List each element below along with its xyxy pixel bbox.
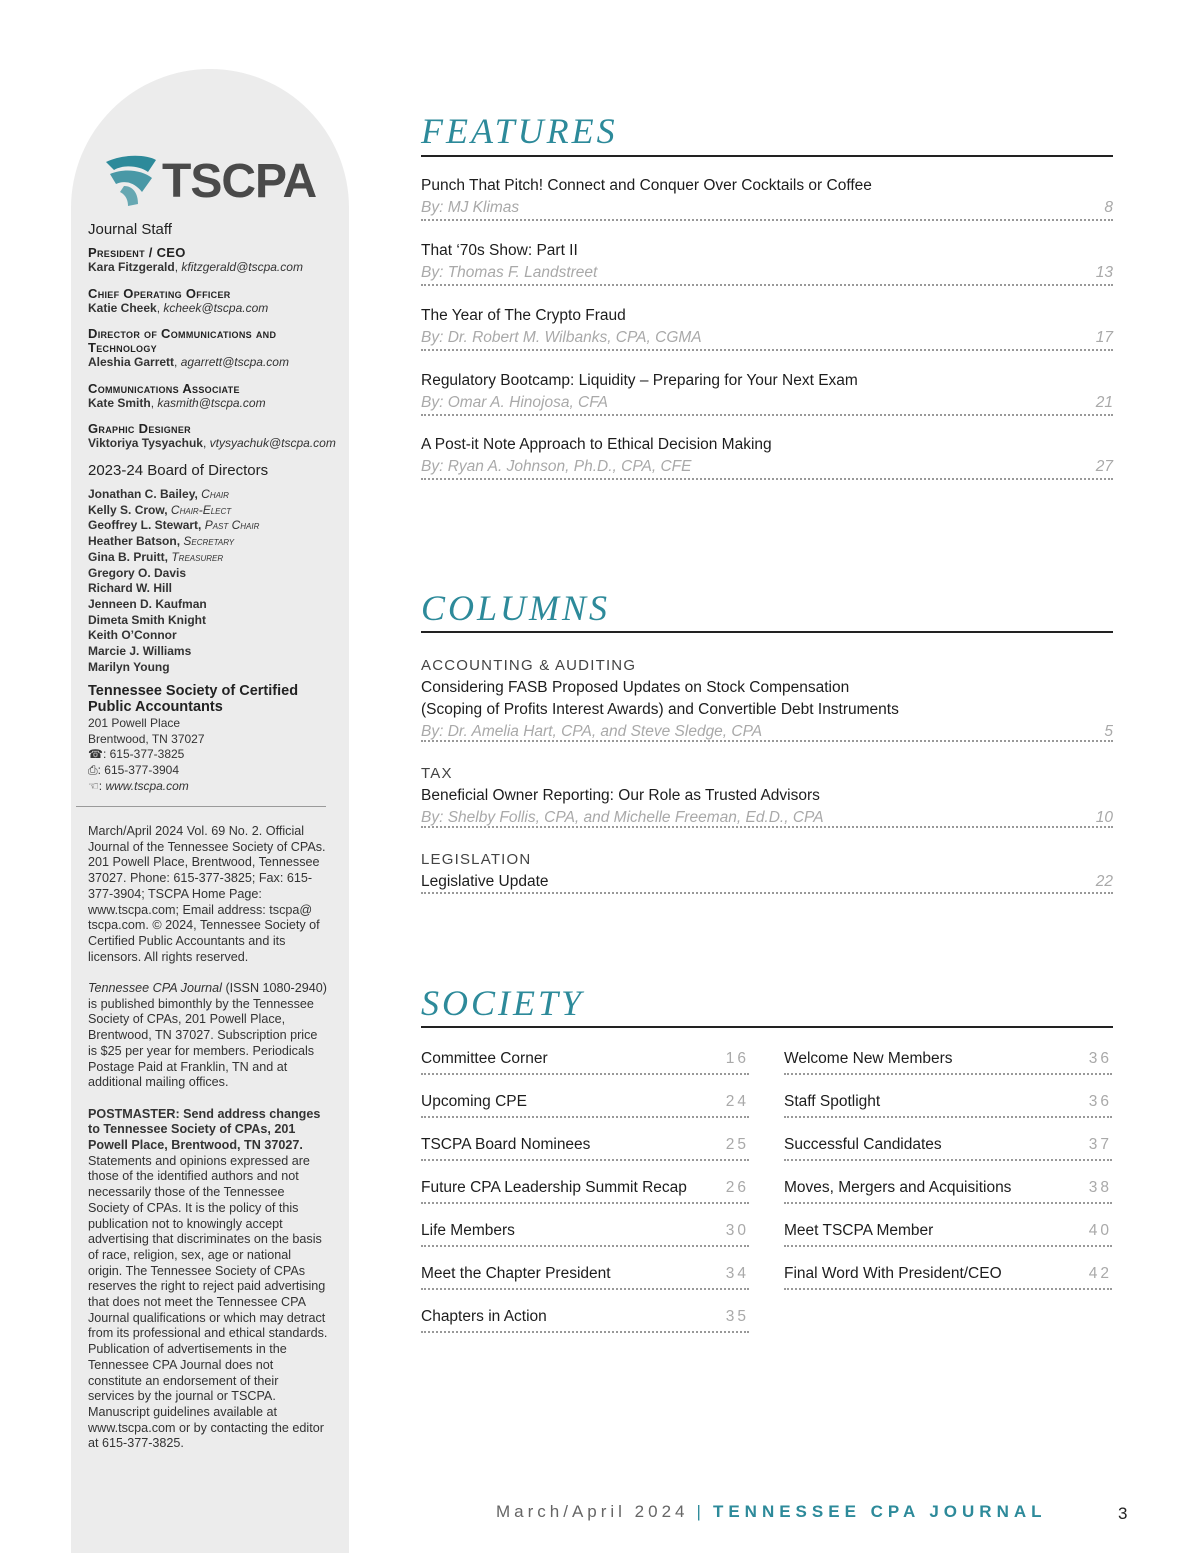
staff-entry: Chief Operating Officer Katie Cheek, kcheek@tscpa.com bbox=[88, 287, 338, 317]
feature-author: By: Dr. Robert M. Wilbanks, CPA, CGMA bbox=[421, 329, 702, 346]
feature-item[interactable] bbox=[421, 175, 1113, 221]
board-member: Richard W. Hill bbox=[88, 581, 173, 596]
feature-item[interactable] bbox=[421, 434, 1113, 480]
fax-number: 615-377-3904 bbox=[104, 763, 180, 778]
board-member: Kelly S. Crow, Chair-Elect bbox=[88, 502, 232, 517]
feature-title: A Post-it Note Approach to Ethical Decision Making bbox=[421, 436, 772, 453]
board-member-role: Past Chair bbox=[204, 518, 260, 533]
society-address bbox=[88, 716, 338, 795]
board-member: Keith O’Connor bbox=[88, 628, 177, 643]
logo-swirl-icon bbox=[102, 152, 160, 208]
column-category: LEGISLATION bbox=[421, 851, 532, 868]
feature-item[interactable] bbox=[421, 240, 1113, 286]
journal-staff-heading: Journal Staff bbox=[88, 221, 172, 238]
society-item-title: Future CPA Leadership Summit Recap bbox=[421, 1179, 687, 1196]
staff-entry: Communications Associate Kate Smith, kasmith@tscpa.com bbox=[88, 382, 338, 412]
board-member-name: Kelly S. Crow bbox=[88, 502, 165, 517]
society-item-title: Successful Candidates bbox=[784, 1136, 942, 1153]
subscription-info bbox=[88, 981, 328, 1091]
staff-entry: President / CEO Kara Fitzgerald, kfitzgerald@tscpa.com bbox=[88, 246, 338, 276]
society-item-page: 40 bbox=[1088, 1222, 1112, 1239]
logo-wordmark: TSCPA bbox=[162, 155, 317, 208]
feature-author: By: MJ Klimas bbox=[421, 199, 520, 216]
footer-journal-name: TENNESSEE CPA JOURNAL bbox=[712, 1502, 1047, 1521]
postmaster-info bbox=[88, 1107, 328, 1452]
feature-item[interactable] bbox=[421, 370, 1113, 416]
board-list bbox=[88, 487, 338, 675]
staff-role: President / CEO bbox=[88, 245, 186, 260]
society-item-title: Committee Corner bbox=[421, 1050, 548, 1067]
footer-issue: March/April 2024 bbox=[496, 1502, 689, 1521]
column-category: ACCOUNTING & AUDITING bbox=[421, 657, 637, 674]
society-item-page: 36 bbox=[1088, 1093, 1112, 1110]
society-item[interactable] bbox=[784, 1178, 1112, 1204]
society-item[interactable] bbox=[421, 1135, 749, 1161]
sidebar-divider bbox=[76, 806, 326, 807]
feature-page: 21 bbox=[1095, 394, 1113, 411]
society-rule bbox=[421, 1026, 1113, 1028]
feature-author: By: Omar A. Hinojosa, CFA bbox=[421, 394, 608, 411]
staff-email[interactable]: kcheek@tscpa.com bbox=[163, 300, 269, 315]
address-line: 201 Powell Place bbox=[88, 716, 181, 730]
society-name: Tennessee Society of Certified Public Accountants bbox=[88, 683, 299, 715]
board-member-name: Gina B. Pruitt bbox=[88, 549, 165, 564]
legal-notice bbox=[88, 824, 328, 1468]
board-member: Geoffrey L. Stewart, Past Chair bbox=[88, 518, 260, 533]
feature-author: By: Ryan A. Johnson, Ph.D., CPA, CFE bbox=[421, 458, 692, 475]
phone-line: ☎: 615-377-3825 bbox=[88, 747, 185, 762]
society-item-page: 16 bbox=[725, 1050, 749, 1067]
society-item-page: 30 bbox=[725, 1222, 749, 1239]
column-page: 5 bbox=[1104, 723, 1113, 740]
society-item[interactable] bbox=[421, 1307, 749, 1333]
society-item-title: Life Members bbox=[421, 1222, 515, 1239]
society-item[interactable] bbox=[784, 1135, 1112, 1161]
column-title-cont: (Scoping of Profits Interest Awards) and Convertible Debt Instruments bbox=[421, 701, 899, 718]
society-item-page: 26 bbox=[725, 1179, 749, 1196]
society-item-page: 42 bbox=[1088, 1265, 1112, 1282]
feature-title: The Year of The Crypto Fraud bbox=[421, 307, 626, 324]
staff-entry: Director of Communications and Technology Aleshia Garrett, agarrett@tscpa.com bbox=[88, 326, 289, 369]
staff-role: Communications Associate bbox=[88, 380, 240, 396]
phone-icon: ☎ bbox=[88, 747, 103, 762]
board-member-name: Heather Batson bbox=[88, 534, 177, 549]
features-rule bbox=[421, 155, 1113, 157]
staff-email[interactable]: kfitzgerald@tscpa.com bbox=[181, 260, 303, 274]
society-item[interactable] bbox=[421, 1264, 749, 1290]
board-member: Marilyn Young bbox=[88, 659, 170, 674]
society-item[interactable] bbox=[421, 1092, 749, 1118]
board-member: Gregory O. Davis bbox=[88, 565, 187, 580]
staff-role: Graphic Designer bbox=[88, 421, 191, 436]
staff-list bbox=[88, 246, 338, 463]
board-member-role: Chair-Elect bbox=[170, 502, 232, 517]
staff-entry: Graphic Designer Viktoriya Tysyachuk, vtysyachuk@tscpa.com bbox=[88, 422, 338, 452]
staff-name: Aleshia Garrett bbox=[88, 355, 175, 369]
board-member: Jonathan C. Bailey, Chair bbox=[88, 487, 229, 501]
feature-page: 8 bbox=[1104, 199, 1113, 216]
staff-email[interactable]: agarrett@tscpa.com bbox=[180, 355, 289, 369]
address-line: Brentwood, TN 37027 bbox=[88, 731, 205, 746]
column-author: By: Dr. Amelia Hart, CPA, and Steve Sledge, CPA bbox=[421, 723, 763, 740]
column-item[interactable] bbox=[421, 763, 1113, 828]
society-item[interactable] bbox=[784, 1221, 1112, 1247]
society-item[interactable] bbox=[784, 1264, 1112, 1290]
postmaster-notice: POSTMASTER: Send address changes to Tennessee Society of CPAs, 201 Powell Place, Brentwood, TN 37027. bbox=[88, 1106, 321, 1153]
web-line: ☜: www.tscpa.com bbox=[88, 778, 189, 793]
feature-item[interactable] bbox=[421, 305, 1113, 351]
phone-number: 615-377-3825 bbox=[109, 747, 185, 762]
columns-rule bbox=[421, 631, 1113, 633]
society-item-page: 35 bbox=[725, 1308, 749, 1325]
column-title: Beneficial Owner Reporting: Our Role as Trusted Advisors bbox=[421, 787, 820, 804]
staff-email[interactable]: vtysyachuk@tscpa.com bbox=[209, 436, 336, 450]
society-item[interactable] bbox=[421, 1221, 749, 1247]
staff-name: Viktoriya Tysyachuk bbox=[88, 436, 203, 450]
society-item-title: Chapters in Action bbox=[421, 1308, 547, 1325]
society-item-title: Meet TSCPA Member bbox=[784, 1222, 934, 1239]
board-member-name: Geoffrey L. Stewart bbox=[88, 518, 199, 533]
board-member: Heather Batson, Secretary bbox=[88, 534, 235, 549]
columns-heading: COLUMNS bbox=[421, 588, 611, 628]
feature-title: That ‘70s Show: Part II bbox=[421, 242, 578, 259]
society-item-title: Welcome New Members bbox=[784, 1050, 953, 1067]
board-member-role: Treasurer bbox=[171, 549, 224, 564]
page-number: 3 bbox=[1118, 1504, 1128, 1523]
board-heading: 2023-24 Board of Directors bbox=[88, 462, 269, 479]
society-item[interactable] bbox=[421, 1178, 749, 1204]
website-link[interactable]: www.tscpa.com bbox=[105, 778, 189, 793]
society-item-title: Staff Spotlight bbox=[784, 1093, 881, 1110]
society-item-page: 25 bbox=[725, 1136, 749, 1153]
society-item-page: 24 bbox=[725, 1093, 749, 1110]
board-member: Dimeta Smith Knight bbox=[88, 612, 207, 627]
pointer-hand-icon: ☜ bbox=[88, 778, 99, 793]
staff-name: Kara Fitzgerald bbox=[88, 260, 175, 274]
society-item-page: 37 bbox=[1088, 1136, 1112, 1153]
column-title: Legislative Update bbox=[421, 873, 549, 890]
board-member-name: Jonathan C. Bailey bbox=[88, 487, 195, 501]
society-item-page: 36 bbox=[1088, 1050, 1112, 1067]
society-item[interactable] bbox=[784, 1092, 1112, 1118]
tscpa-logo bbox=[102, 152, 322, 210]
staff-name: Katie Cheek bbox=[88, 300, 157, 315]
society-item-page: 38 bbox=[1088, 1179, 1112, 1196]
policy-text: Statements and opinions expressed are those of the identified authors and not necessarily those of the Tennessee Society of CPAs. It is the policy of this publication not to knowingly accept advertising that discriminates on the basis of race, religion, sex, age or national origin. The Tennessee Society of CPAs reserves the right to reject paid advertising that does not meet the Tennessee CPA Journal qualifications or which may detract from its professional and ethical standards. Publication of advertisements in the Tennessee CPA Journal does not constitute an endorsement of their services by the journal or TSCPA. Manuscript guidelines available at www.tscpa.com or by contacting the editor at 615-377-3825. bbox=[88, 1153, 328, 1451]
staff-name: Kate Smith bbox=[88, 395, 151, 410]
staff-email[interactable]: kasmith@tscpa.com bbox=[157, 395, 266, 410]
society-item-title: Final Word With President/CEO bbox=[784, 1265, 1002, 1282]
fax-line: ⎙: 615-377-3904 bbox=[88, 763, 180, 778]
staff-role: Director of Communications and Technology bbox=[88, 326, 277, 355]
board-member: Gina B. Pruitt, Treasurer bbox=[88, 549, 224, 564]
column-title: Considering FASB Proposed Updates on Stock Compensation bbox=[421, 679, 850, 696]
journal-name: Tennessee CPA Journal bbox=[88, 981, 222, 996]
footer-separator: | bbox=[696, 1502, 705, 1521]
society-item-title: Upcoming CPE bbox=[421, 1093, 527, 1110]
society-item-title: Moves, Mergers and Acquisitions bbox=[784, 1179, 1012, 1196]
column-page: 22 bbox=[1095, 873, 1113, 890]
subscription-text: (ISSN 1080-2940) is published bimonthly by the Tennessee Society of CPAs, 201 Powell Place, Brentwood, TN 37027. Subscription price is $25 per year for members. Periodicals Postage Paid at Franklin, TN and at additional mailing offices. bbox=[88, 981, 327, 1090]
board-member: Marcie J. Williams bbox=[88, 644, 192, 659]
society-item-title: Meet the Chapter President bbox=[421, 1265, 611, 1282]
society-item[interactable] bbox=[784, 1049, 1112, 1075]
society-heading: SOCIETY bbox=[421, 983, 585, 1023]
society-item[interactable] bbox=[421, 1049, 749, 1075]
fax-icon: ⎙ bbox=[88, 763, 98, 778]
column-author: By: Shelby Follis, CPA, and Michelle Freeman, Ed.D., CPA bbox=[421, 809, 824, 826]
feature-page: 17 bbox=[1095, 329, 1113, 346]
board-member: Jenneen D. Kaufman bbox=[88, 596, 207, 611]
features-heading: FEATURES bbox=[421, 111, 618, 151]
staff-role: Chief Operating Officer bbox=[88, 285, 231, 301]
board-member-role: Secretary bbox=[183, 534, 235, 549]
feature-title: Punch That Pitch! Connect and Conquer Over Cocktails or Coffee bbox=[421, 177, 872, 194]
feature-page: 13 bbox=[1095, 264, 1113, 281]
publication-info: March/April 2024 Vol. 69 No. 2. Official Journal of the Tennessee Society of CPAs. 201 Powell Place, Brentwood, Tennessee 37027. Phone: 615-377-3825; Fax: 615-377-3904; TSCPA Home Page: www.tscpa.com; Email address: tscpa@ tscpa.com. © 2024, Tennessee Society of Certified Public Accountants and its licensors. All rights reserved. bbox=[88, 824, 326, 964]
feature-title: Regulatory Bootcamp: Liquidity – Preparing for Your Next Exam bbox=[421, 372, 858, 389]
column-item[interactable] bbox=[421, 655, 1113, 742]
society-item-title: TSCPA Board Nominees bbox=[421, 1136, 591, 1153]
society-item-page: 34 bbox=[725, 1265, 749, 1282]
column-category: TAX bbox=[421, 765, 453, 782]
page-footer bbox=[496, 1502, 1047, 1522]
feature-page: 27 bbox=[1095, 458, 1113, 475]
column-page: 10 bbox=[1095, 809, 1113, 826]
board-member-role: Chair bbox=[201, 487, 229, 501]
feature-author: By: Thomas F. Landstreet bbox=[421, 264, 598, 281]
column-item[interactable] bbox=[421, 849, 1113, 894]
